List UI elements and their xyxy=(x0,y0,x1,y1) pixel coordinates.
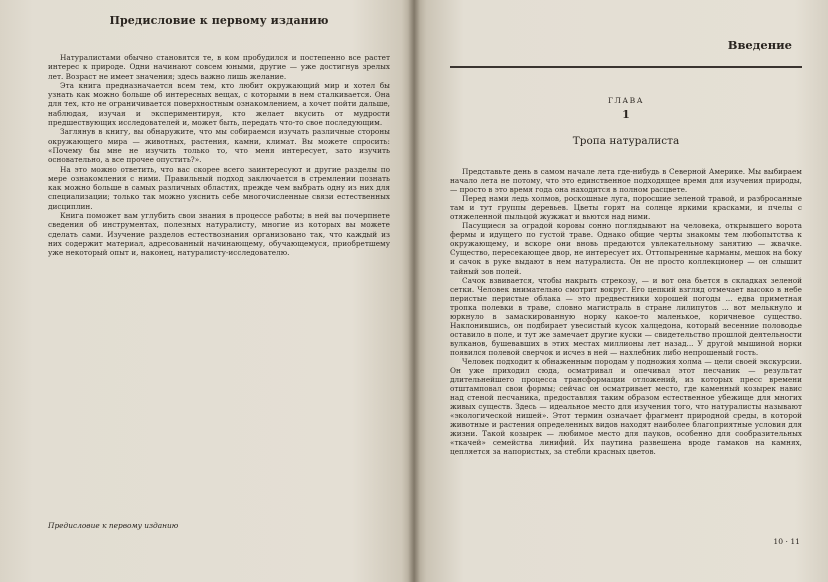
book-gutter xyxy=(408,0,420,582)
paragraph: Сачок взвивается, чтобы накрыть стрекозу, — и вот она бьется в складках зеленой сетки. Человек внимательно смотрит вокруг. Его цепкий взгляд отмечает высоко в небе перистые перистые облака — это предвестники хорошей погоды ... едва приметная тропка полевки в траве, словно магистраль в стране лилипутов ... вот мелькнуло и юркнуло в замаскированную норку какое-то маленькое, коричневое существо. Наклонившись, он подбирает увесистый кусок халцедона, который весенние половодье оставило в поле, и тут же замечает другие куски — свидетельство прошлой деятельности вулканов, бушевавших в этих местах миллионы лет назад... У другой мышиной норки появился полевой сверчок и исчез в ней — нахлебник либо непрошеный гость. xyxy=(450,275,802,357)
paragraph: На это можно ответить, что вас скорее всего заинтересуют и другие разделы по мере ознакомления с ними. Правильный подход заключается в стремлении познать как можно больше в самых различных областях, прежде чем выбрать одну из них для специализации; только так можно уяснить себе многочисленные связи естественных дисциплин. xyxy=(48,164,390,211)
paragraph: Заглянув в книгу, вы обнаружите, что мы собираемся изучать различные стороны окружающего мира — животных, растения, камни, климат. Вы можете спросить: «Почему бы мне не изучить только то, что меня интересует, зато изучить основательно, а все прочее опустить?». xyxy=(48,127,390,165)
right-page-body xyxy=(450,167,802,457)
paragraph: Человек подходит к обнаженным породам у подножия холма — цели своей экскурсии. Он уже приходил сюда, осматривал и опечивал этот песчаник — результат длительнейшего процесса трансформации отложений, из которых пресс времени отштамповал свои формы; сейчас он осматривает место, где каменный козырек навис над стеной песчаника, предоставляя таким образом естественное убежище для многих живых существ. Здесь — идеальное место для изучения того, что натуралисты называют «экологической нишей». Этот термин означает фрагмент природной среды, в которой животные и растения определенных видов находят наиболее благоприятные условия для жизни. Такой козырек — любимое место для пауков, особенно для сообразительных «ткачей» семейства линифий. Их паутина развешена вроде гамаков на камнях, цепляется за напористых, за стебли красных цветов. xyxy=(450,356,802,457)
section-divider xyxy=(450,66,802,68)
paragraph: Натуралистами обычно становятся те, в ком пробудился и постепенно все растет интерес к природе. Одни начинают совсем юными, другие — уже достигнув зрелых лет. Возраст не имеет значения; здесь важно лишь желание. xyxy=(48,53,390,81)
chapter-label: ГЛАВА xyxy=(608,96,644,105)
page-numbers: 10 · 11 xyxy=(773,537,800,546)
paragraph: Перед нами ледь холмов, роскошные луга, поросшие зеленой травой, и разбросанные там и тут группы деревьев. Цветы горят на солнце яркими красками, и пчелы с отяжеленной пыльцой жужжат и вьются над ними. xyxy=(450,194,802,222)
chapter-number: 1 xyxy=(622,108,630,121)
left-page-body xyxy=(48,53,390,258)
paragraph: Пасущиеся за оградой коровы сонно поглядывают на человека, открывшего ворота фермы и идущего по густой траве. Однако общие черты знакомы тем любопытства к окружающему, и вскоре они вновь предаются увлекательному занятию — жвачке. Существо, пересекающее двор, не интересует их. Оттопыренные карманы, мешок на боку и сачок в руке выдают в нем натуралиста. Он не просто коллекционер — он слышит тайный зов полей. xyxy=(450,221,802,276)
paragraph: Эта книга предназначается всем тем, кто любит окружающий мир и хотел бы узнать как можно больше об интересных вещах, с которыми в нем сталкивается. Она для тех, кто не ограничивается поверхностным ознакомлением, а хочет пойти дальше, наблюдая, изучая и экспериментируя, кто желает вкусить от мудрости предшествующих исследователей и, может быть, передать что-то свое последующим. xyxy=(48,80,390,128)
right-page xyxy=(414,0,828,582)
paragraph: Книга поможет вам углубить свои знания в процессе работы; в ней вы почерпнете сведения об инструментах, полезных натуралисту, многие из которых вы можете сделать сами. Изучение разделов естествознания организовано так, что каждый из них содержит материал, адресованный начинающему, обучающемуся, приобретшему уже некоторый опыт и, наконец, натуралисту-исследователю. xyxy=(48,211,390,258)
chapter-title: Тропа натуралиста xyxy=(572,135,680,147)
running-head: Предисловие к первому изданию xyxy=(109,14,329,27)
chapter-heading xyxy=(450,96,802,147)
section-title: Введение xyxy=(727,38,792,52)
left-page-footer: Предисловие к первому изданию xyxy=(48,521,179,530)
paragraph: Представьте день в самом начале лета где-нибудь в Северной Америке. Мы выбираем начало лета не потому, что это единственное подходящее время для изучения природы, — просто в это время года она находится в полном расцвете. xyxy=(450,167,802,195)
